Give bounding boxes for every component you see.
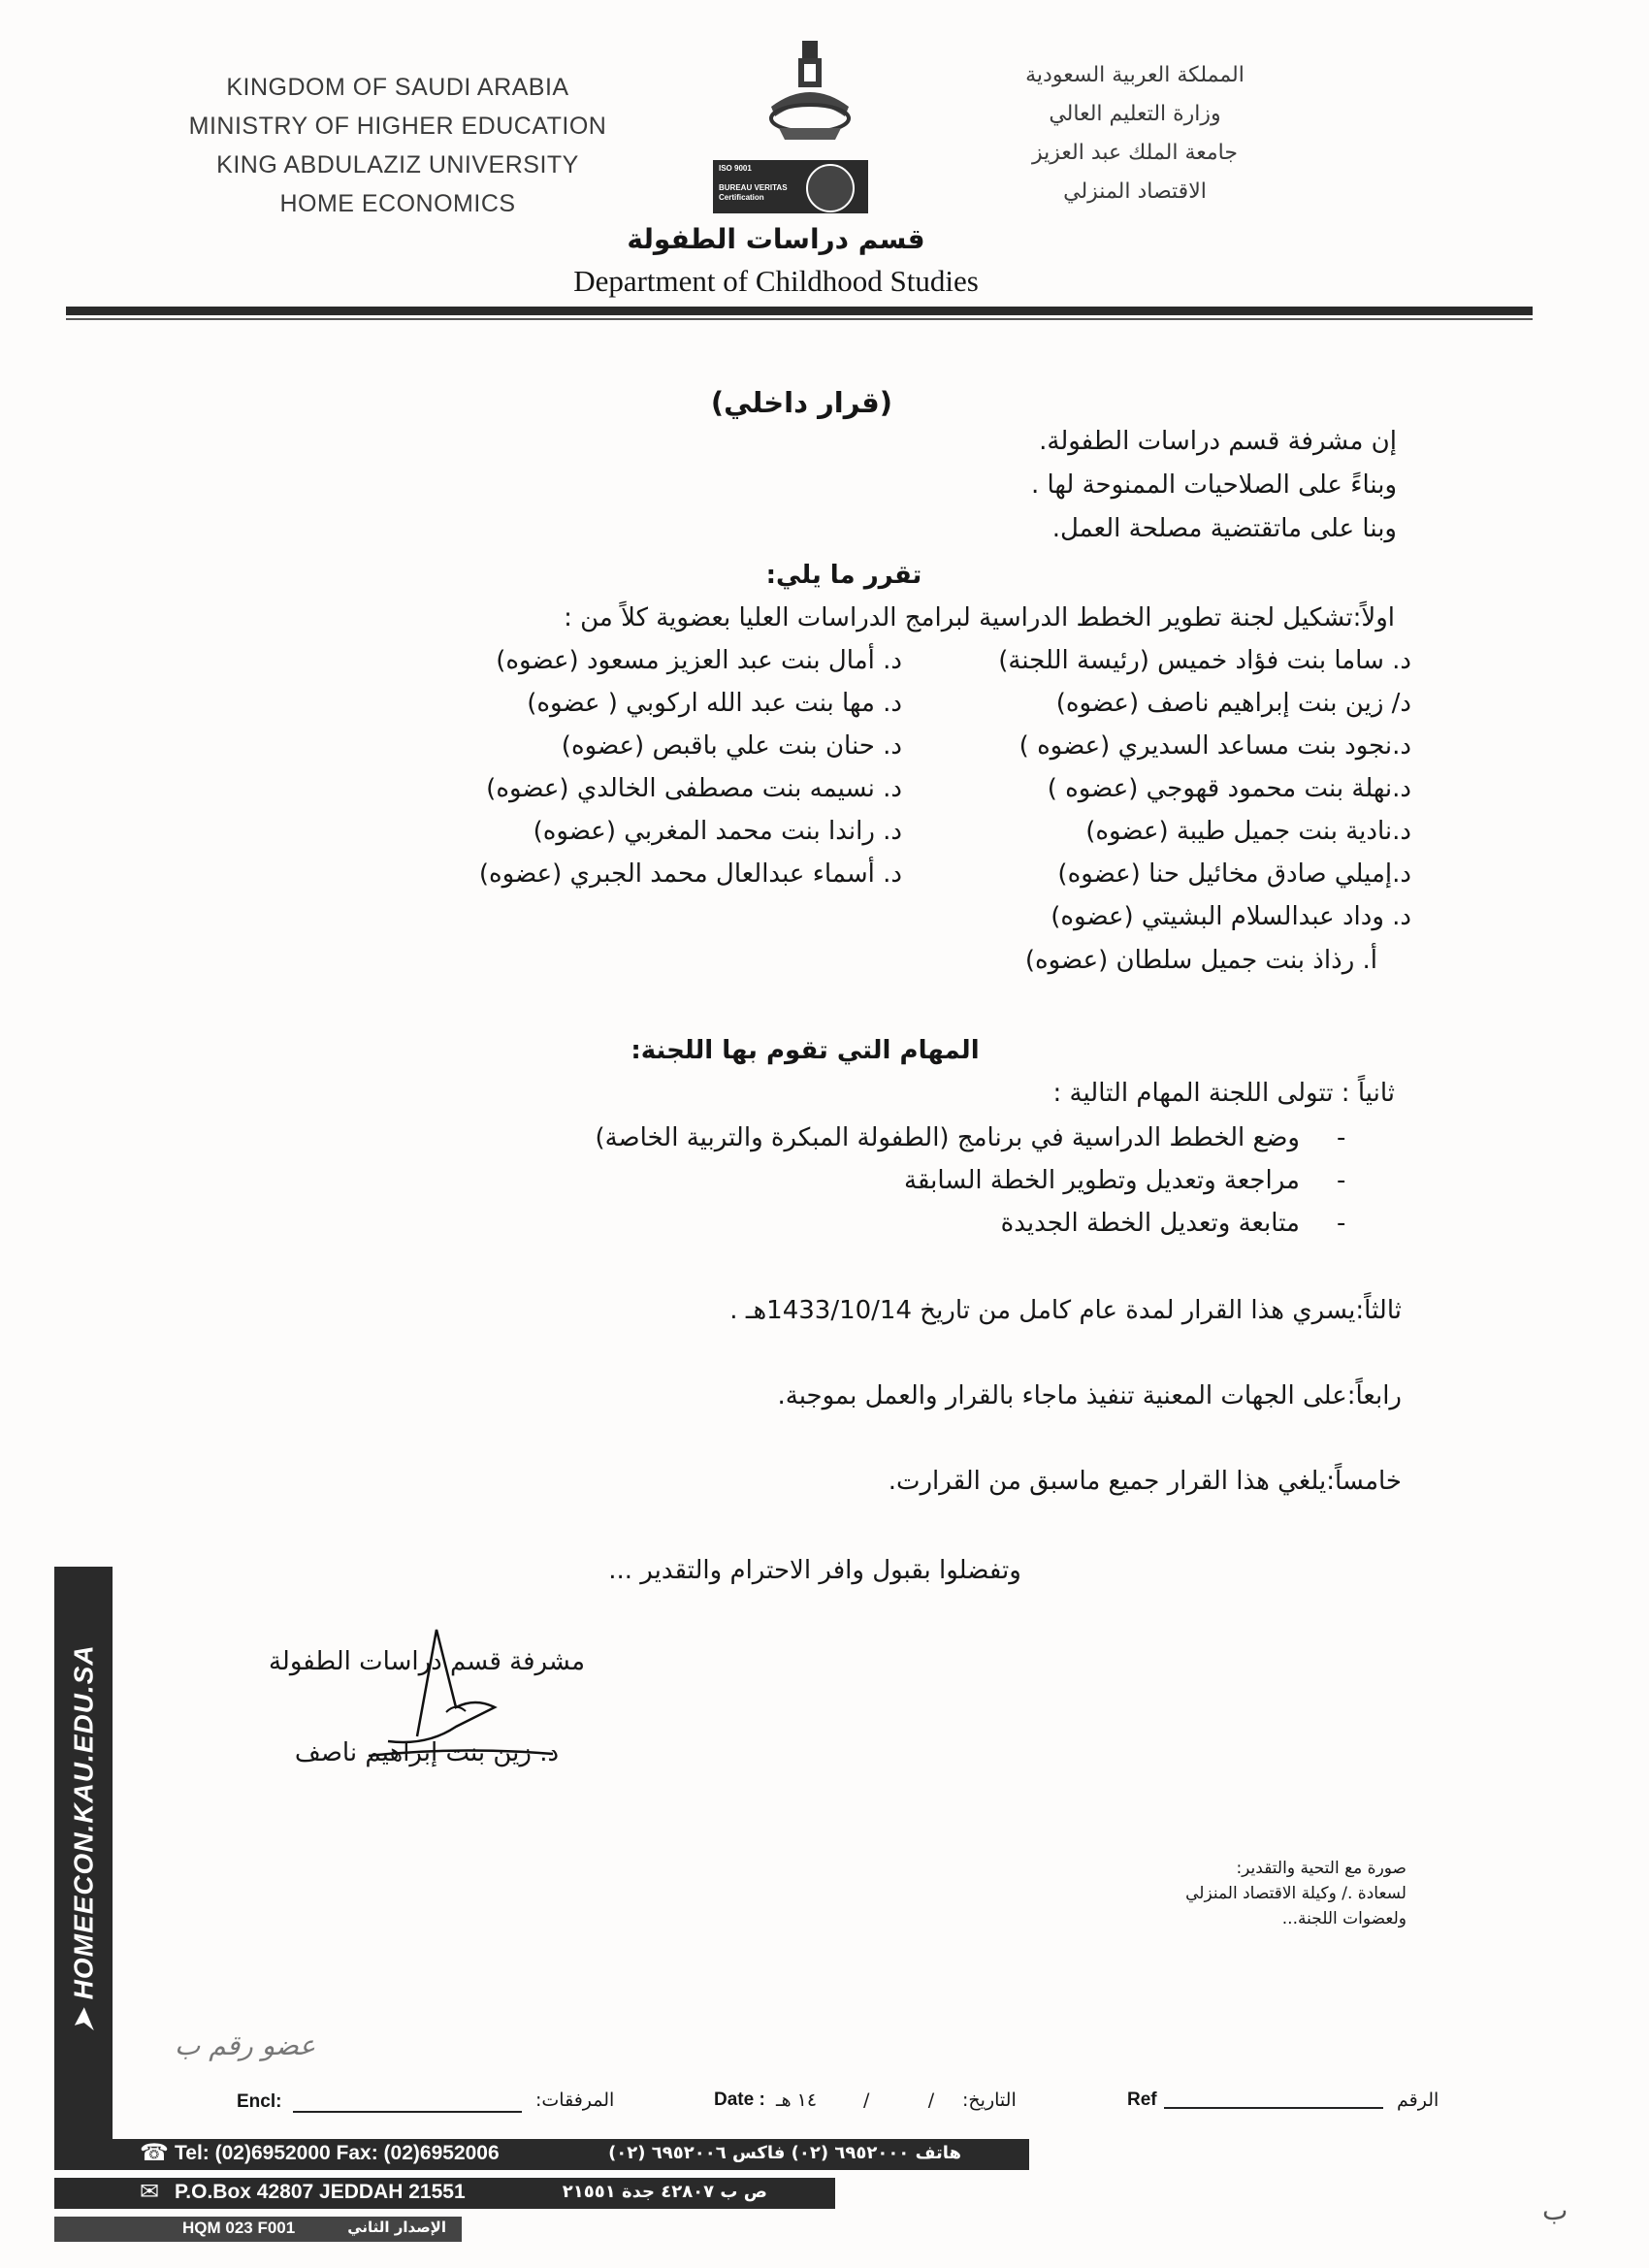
university-emblem-icon: [752, 39, 868, 146]
intro-line: إن مشرفة قسم دراسات الطفولة.: [1039, 427, 1397, 456]
cc-line: لسعادة ./ وكيلة الاقتصاد المنزلي: [1185, 1884, 1406, 1903]
task-item: مراجعة وتعديل وتطوير الخطة السابقة: [904, 1166, 1300, 1195]
member-entry: أ. رذاذ بنت جميل سلطان (عضوه): [1024, 946, 1377, 975]
task-item: وضع الخطط الدراسية في برنامج (الطفولة المبكرة والتربية الخاصة): [595, 1123, 1300, 1152]
member-entry: د. وداد عبدالسلام البشيتي (عضوه): [1051, 902, 1411, 931]
intro-line: وبناءً على الصلاحيات الممنوحة لها .: [1030, 470, 1397, 500]
member-entry: د. مها بنت عبد الله اركوبي ( عضوه): [527, 689, 902, 718]
header-ar-line: الاقتصاد المنزلي: [1063, 179, 1207, 204]
signature-name: د. زين بنت إبراهيم ناصف: [294, 1738, 560, 1767]
header-english-block: [175, 68, 621, 223]
header-en-line: MINISTRY OF HIGHER EDUCATION: [188, 113, 607, 140]
decides-heading: تقرر ما يلي:: [765, 561, 922, 590]
closing-line: وتفضلوا بقبول وافر الاحترام والتقدير ...: [608, 1556, 1021, 1585]
task-bullet: -: [1337, 1166, 1346, 1195]
header-ar-line: جامعة الملك عبد العزيز: [1032, 141, 1238, 165]
corner-mark: ب: [1542, 2194, 1568, 2226]
member-entry: د.نادية بنت جميل طيبة (عضوه): [1085, 817, 1411, 846]
member-entry: د. نسيمه بنت مصطفى الخالدي (عضوه): [486, 774, 902, 803]
department-title-arabic: قسم دراسات الطفولة: [627, 223, 925, 255]
handwritten-note: عضو رقم ب: [175, 2029, 316, 2061]
phone-fax-arabic: هاتف ٦٩٥٢٠٠٠ (٠٢) فاكس ٦٩٥٢٠٠٦ (٠٢): [608, 2143, 961, 2163]
form-code: HQM 023 F001: [182, 2219, 296, 2237]
header-arabic-block: [970, 56, 1300, 211]
signature-role: مشرفة قسم دراسات الطفولة: [268, 1647, 585, 1676]
member-entry: د. ساما بنت فؤاد خميس (رئيسة اللجنة): [998, 646, 1411, 675]
clause-first: اولاً:تشكيل لجنة تطوير الخطط الدراسية لبرامج الدراسات العليا بعضوية كلاً من :: [564, 603, 1395, 632]
decision-title: (قرار داخلي): [710, 386, 892, 419]
encl-label-arabic: المرفقات:: [535, 2090, 615, 2111]
iso-label: ISO 9001: [719, 164, 752, 173]
member-entry: د.إميلي صادق مخائيل حنا (عضوه): [1057, 859, 1411, 889]
member-entry: د. راندا بنت محمد المغربي (عضوه): [533, 817, 902, 846]
po-box-english: P.O.Box 42807 JEDDAH 21551: [175, 2181, 466, 2203]
clause-fourth: رابعاً:على الجهات المعنية تنفيذ ماجاء بالقرار والعمل بموجبة.: [777, 1381, 1402, 1410]
phone-fax-english: Tel: (02)6952000 Fax: (02)6952006: [175, 2142, 500, 2164]
header-en-line: HOME ECONOMICS: [279, 190, 516, 217]
member-entry: د.نهلة بنت محمود قهوجي (عضوه ): [1047, 774, 1411, 803]
task-bullet: -: [1337, 1123, 1346, 1152]
task-item: متابعة وتعديل الخطة الجديدة: [1000, 1209, 1300, 1238]
cc-line: صورة مع التحية والتقدير:: [1236, 1859, 1406, 1878]
header-ar-line: المملكة العربية السعودية: [1025, 63, 1245, 87]
date-label: Date :: [714, 2090, 765, 2110]
encl-label: Encl:: [237, 2091, 282, 2112]
department-title-english: Department of Childhood Studies: [573, 264, 979, 298]
form-code-bar: [54, 2217, 462, 2242]
iso-org: BUREAU VERITAS: [719, 183, 788, 192]
contact-bar-address: [54, 2178, 835, 2209]
header-divider-thin: [66, 318, 1533, 320]
tasks-heading: المهام التي تقوم بها اللجنة:: [630, 1036, 980, 1065]
member-entry: د.نجود بنت مساعد السديري (عضوه ): [1018, 731, 1411, 761]
header-ar-line: وزارة التعليم العالي: [1049, 102, 1221, 126]
task-bullet: -: [1337, 1209, 1346, 1238]
member-entry: د. أسماء عبدالعال محمد الجبري (عضوه): [478, 859, 902, 889]
member-entry: د/ زين بنت إبراهيم ناصف (عضوه): [1055, 689, 1411, 718]
date-slashes: / /: [863, 2090, 935, 2111]
iso-cert: Certification: [719, 193, 764, 202]
cc-line: ولعضوات اللجنة...: [1281, 1909, 1406, 1928]
iso-certification-badge: [713, 160, 868, 213]
ref-label-arabic: الرقم: [1397, 2090, 1439, 2111]
contact-bar-phone: [54, 2139, 1029, 2170]
po-box-arabic: ص ب ٤٢٨٠٧ جدة ٢١٥٥١: [562, 2182, 767, 2202]
ref-field-line: [1164, 2107, 1383, 2109]
phone-icon: ☎: [140, 2139, 169, 2166]
clause-second: ثانياً : تتولى اللجنة المهام التالية :: [1052, 1079, 1395, 1108]
header-divider: [66, 307, 1533, 315]
header-en-line: KINGDOM OF SAUDI ARABIA: [226, 74, 569, 101]
header-en-line: KING ABDULAZIZ UNIVERSITY: [216, 151, 579, 178]
mail-icon: ✉: [140, 2178, 160, 2205]
date-label-arabic: التاريخ:: [962, 2090, 1017, 2111]
intro-line: وبنا على ماتقتضية مصلحة العمل.: [1051, 514, 1397, 543]
date-value: ١٤ هـ: [776, 2090, 818, 2111]
website-link[interactable]: ➤ HOMEECON.KAU.EDU.SA: [68, 1644, 99, 2032]
clause-third: ثالثاً:يسري هذا القرار لمدة عام كامل من تاريخ 1433/10/14هـ .: [729, 1296, 1402, 1325]
clause-fifth: خامساً:يلغي هذا القرار جميع ماسبق من القرارت.: [888, 1467, 1402, 1496]
edition-arabic: الإصدار الثاني: [347, 2219, 446, 2236]
encl-field-line: [293, 2111, 522, 2113]
member-entry: د. أمال بنت عبد العزيز مسعود (عضوه): [496, 646, 902, 675]
ref-label: Ref: [1127, 2090, 1157, 2110]
bureau-veritas-seal-icon: [806, 164, 855, 212]
member-entry: د. حنان بنت علي باقبص (عضوه): [561, 731, 902, 761]
